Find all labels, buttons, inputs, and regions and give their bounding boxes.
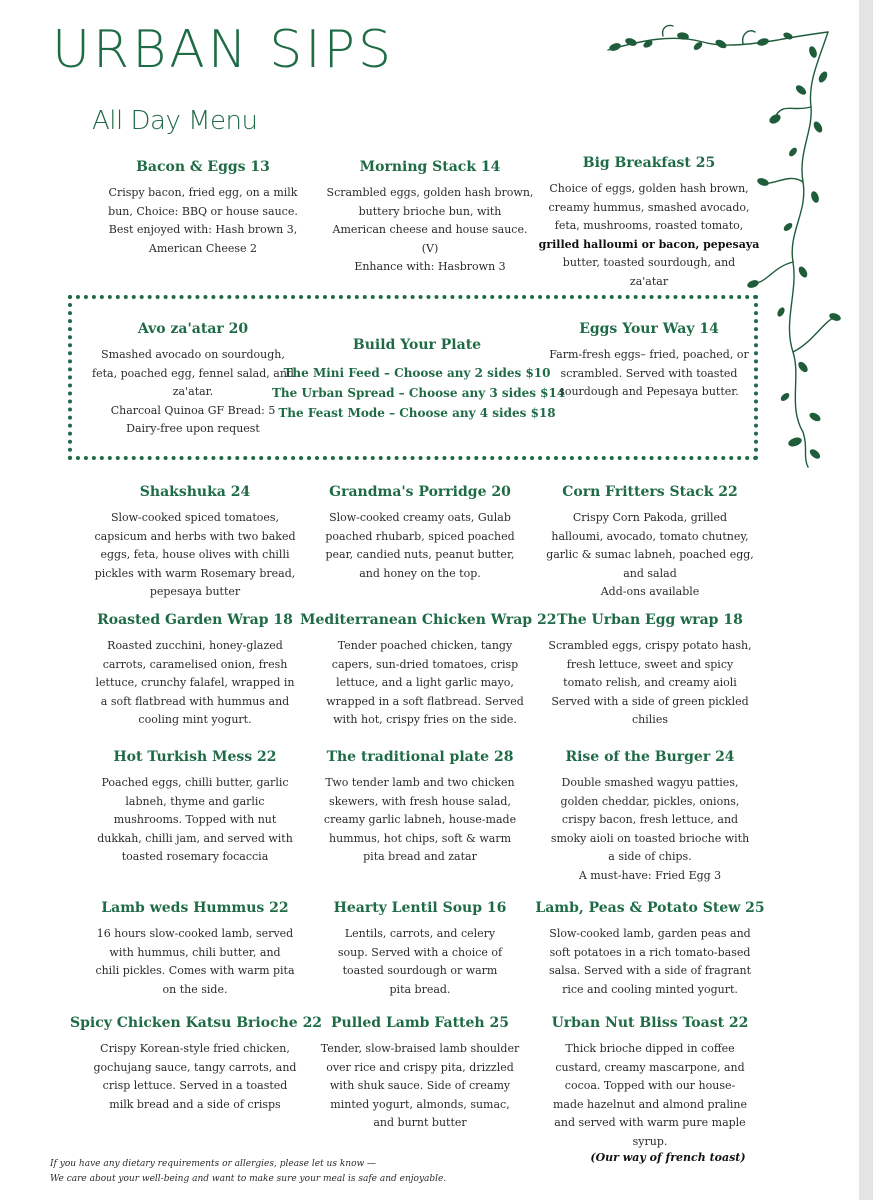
description-line: gochujang sauce, tangy carrots, and — [93, 1060, 297, 1074]
menu-item-description — [70, 925, 320, 999]
description-line: chilies — [632, 713, 668, 726]
description-line: made hazelnut and almond praline — [552, 1097, 747, 1111]
build-option: The Urban Spread – Choose any 3 sides $14 — [272, 386, 566, 400]
menu-item — [305, 158, 555, 277]
description-line: with hot, crispy fries on the side. — [333, 713, 517, 726]
menu-item — [524, 154, 774, 291]
menu-item-description — [525, 509, 775, 602]
brand-title: URBAN SIPS — [52, 20, 394, 80]
description-line: with hummus, chili butter, and — [109, 945, 281, 959]
description-line: Double smashed wagyu patties, — [561, 776, 739, 789]
menu-item-title: Pulled Lamb Fatteh 25 — [331, 1015, 509, 1031]
menu-item-description — [295, 1040, 545, 1133]
menu-item-title: Big Breakfast 25 — [582, 155, 716, 171]
description-line: za'atar — [629, 274, 669, 288]
description-line: garlic & sumac labneh, poached egg, — [546, 548, 754, 561]
description-line: Slow-cooked creamy oats, Gulab — [329, 511, 511, 524]
description-line: salsa. Served with a side of fragrant — [548, 964, 752, 977]
description-line: butter, toasted sourdough, and — [562, 256, 736, 269]
description-line: buttery brioche bun, with — [358, 204, 502, 218]
description-line: capsicum and herbs with two baked — [94, 529, 296, 543]
description-line: and salad — [623, 566, 677, 580]
description-line: Slow-cooked lamb, garden peas and — [549, 927, 751, 940]
description-line: halloumi, avocado, tomato chutney, — [551, 529, 749, 543]
menu-item-title: Shakshuka 24 — [139, 484, 251, 500]
description-line: toasted rosemary focaccia — [121, 850, 269, 863]
description-line: A must-have: Fried Egg 3 — [578, 868, 722, 882]
menu-item — [525, 611, 775, 730]
allergy-note — [50, 1157, 510, 1187]
build-title: Build Your Plate — [352, 337, 482, 353]
build-option: The Feast Mode – Choose any 4 sides $18 — [278, 406, 556, 420]
build-option: The Mini Feed – Choose any 2 sides $10 — [283, 366, 551, 380]
description-line: rice and cooling minted yogurt. — [562, 982, 738, 996]
description-line: golden cheddar, pickles, onions, — [560, 794, 740, 808]
menu-item-description — [78, 184, 328, 258]
description-line: American Cheese 2 — [148, 241, 258, 255]
menu-item-description — [525, 925, 775, 999]
description-line: on the side. — [162, 982, 228, 996]
allergy-note-line: We care about your well-being and want to make sure your meal is safe and enjoyable. — [50, 1174, 447, 1184]
menu-item-description — [68, 346, 318, 439]
menu-item-description — [70, 509, 320, 602]
menu-item — [70, 748, 320, 867]
menu-item-description — [295, 925, 545, 999]
menu-item-description — [305, 184, 555, 277]
description-line: and honey on the top. — [359, 566, 481, 580]
menu-item — [70, 1014, 323, 1114]
menu-item-description — [525, 637, 775, 730]
description-line: Scrambled eggs, golden hash brown, — [326, 186, 534, 199]
description-line: carrots, caramelised onion, fresh — [102, 657, 288, 671]
description-line: Tender poached chicken, tangy — [337, 639, 513, 652]
menu-item-title: Roasted Garden Wrap 18 — [97, 612, 293, 628]
menu-item-title: Eggs Your Way 14 — [579, 321, 719, 337]
menu-item-title: The Urban Egg wrap 18 — [557, 612, 743, 628]
menu-item-description — [70, 637, 320, 730]
description-line: Lentils, carrots, and celery — [344, 927, 496, 940]
description-line: minted yogurt, almonds, sumac, — [330, 1097, 510, 1111]
menu-item-title: Urban Nut Bliss Toast 22 — [551, 1015, 749, 1031]
description-line: bun, Choice: BBQ or house sauce. — [108, 204, 298, 218]
menu-item-title: Hearty Lentil Soup 16 — [333, 900, 507, 916]
description-line: lettuce, and a light garlic mayo, — [336, 676, 514, 689]
menu-item-title: Lamb, Peas & Potato Stew 25 — [535, 900, 765, 916]
menu-item-description — [295, 509, 545, 583]
menu-item — [68, 320, 318, 439]
description-line: American cheese and house sauce. — [332, 223, 528, 236]
menu-item-description — [524, 346, 774, 402]
description-line: creamy garlic labneh, house-made — [323, 813, 517, 826]
description-line: and served with warm pure maple — [554, 1116, 746, 1129]
description-line: Scrambled eggs, crispy potato hash, — [548, 639, 752, 652]
description-line: crisp lettuce. Served in a toasted — [102, 1079, 288, 1092]
description-line: cooling mint yogurt. — [138, 713, 252, 726]
description-line: a side of chips. — [608, 850, 692, 863]
description-line: Farm-fresh eggs– fried, poached, or — [549, 348, 749, 361]
description-line: soup. Served with a choice of — [337, 945, 503, 959]
menu-item-description — [70, 1040, 320, 1114]
description-line: Poached eggs, chilli butter, garlic — [101, 776, 289, 789]
menu-item-title: The traditional plate 28 — [326, 749, 514, 765]
description-line: over rice and crispy pita, drizzled — [326, 1060, 514, 1074]
description-line: eggs, feta, house olives with chilli — [100, 548, 290, 561]
french-toast-tagline: (Our way of french toast) — [590, 1151, 746, 1164]
description-line: milk bread and a side of crisps — [109, 1097, 281, 1111]
description-line: Add-ons available — [600, 585, 700, 598]
description-line: Crispy Korean-style fried chicken, — [100, 1042, 290, 1055]
menu-item-title: Avo za'atar 20 — [137, 321, 249, 337]
menu-item — [295, 483, 545, 583]
description-line: skewers, with fresh house salad, — [329, 794, 511, 808]
description-line: a soft flatbread with hummus and — [100, 694, 290, 708]
description-line: toasted sourdough or warm — [342, 964, 498, 977]
description-line: pear, candied nuts, peanut butter, — [325, 548, 515, 561]
description-line: feta, mushrooms, roasted tomato, — [554, 219, 744, 232]
description-line: custard, creamy mascarpone, and — [555, 1060, 745, 1074]
description-line: capers, sun-dried tomatoes, crisp — [331, 657, 519, 671]
description-line: labneh, thyme and garlic — [125, 794, 265, 808]
description-line: Best enjoyed with: Hash brown 3, — [108, 223, 298, 236]
menu-item — [70, 611, 320, 730]
menu-item — [525, 483, 775, 602]
description-line: hummus, hot chips, soft & warm — [328, 831, 512, 845]
menu-item-title: Spicy Chicken Katsu Brioche 22 — [70, 1015, 323, 1031]
menu-item-description — [525, 1040, 775, 1151]
description-line: Crispy bacon, fried egg, on a milk — [108, 186, 298, 199]
description-line: chili pickles. Comes with warm pita — [95, 964, 295, 977]
description-line: Dairy-free upon request — [126, 422, 260, 435]
description-line: fresh lettuce, sweet and spicy — [566, 657, 734, 671]
menu-item-description — [525, 774, 775, 885]
description-line: za'atar. — [172, 385, 214, 398]
description-line: Thick brioche dipped in coffee — [565, 1042, 735, 1055]
page-edge — [859, 0, 873, 1200]
description-line: poached rhubarb, spiced poached — [325, 529, 515, 543]
menu-item — [525, 748, 775, 885]
description-line: grilled halloumi or bacon, pepesaya — [538, 237, 760, 251]
description-line: pickles with warm Rosemary bread, — [94, 566, 296, 580]
description-line: Enhance with: Hasbrown 3 — [354, 260, 506, 273]
allergy-note-line: If you have any dietary requirements or allergies, please let us know — — [50, 1159, 377, 1169]
description-line: wrapped in a soft flatbread. Served — [326, 694, 524, 708]
menu-item — [295, 748, 545, 867]
description-line: Slow-cooked spiced tomatoes, — [110, 511, 280, 524]
description-line: Tender, slow-braised lamb shoulder — [320, 1042, 520, 1055]
menu-item — [524, 320, 774, 402]
description-line: lettuce, crunchy falafel, wrapped in — [95, 676, 295, 689]
description-line: Roasted zucchini, honey-glazed — [107, 639, 283, 652]
description-line: Choice of eggs, golden hash brown, — [549, 182, 749, 195]
menu-item — [78, 158, 328, 258]
description-line: pita bread and zatar — [363, 850, 477, 863]
description-line: and burnt butter — [373, 1116, 467, 1129]
description-line: Smashed avocado on sourdough, — [101, 348, 285, 361]
description-line: Charcoal Quinoa GF Bread: 5 — [110, 403, 276, 417]
description-line: dukkah, chilli jam, and served with — [97, 831, 293, 845]
menu-item-description — [295, 774, 545, 867]
description-line: Crispy Corn Pakoda, grilled — [572, 511, 728, 524]
description-line: pita bread. — [389, 982, 451, 996]
description-line: soft potatoes in a rich tomato-based — [549, 945, 751, 959]
description-line: crispy bacon, fresh lettuce, and — [561, 813, 739, 826]
description-line: pepesaya butter — [149, 585, 241, 598]
description-line: scrambled. Served with toasted — [560, 366, 738, 380]
menu-item-title: Bacon & Eggs 13 — [136, 159, 270, 175]
description-line: tomato relish, and creamy aioli — [563, 676, 737, 689]
menu-item-title: Hot Turkish Mess 22 — [113, 749, 277, 765]
description-line: with shuk sauce. Side of creamy — [329, 1079, 511, 1092]
description-line: smoky aioli on toasted brioche with — [550, 831, 750, 845]
description-line: 16 hours slow-cooked lamb, served — [96, 927, 294, 940]
menu-item-title: Lamb weds Hummus 22 — [101, 900, 289, 916]
menu-item — [525, 1014, 775, 1151]
menu-item-title: Grandma's Porridge 20 — [329, 484, 511, 500]
menu-item-title: Corn Fritters Stack 22 — [562, 484, 738, 500]
description-line: feta, poached egg, fennel salad, and — [92, 366, 294, 380]
menu-item-title: Rise of the Burger 24 — [565, 749, 735, 765]
description-line: creamy hummus, smashed avocado, — [548, 200, 750, 214]
menu-item-title: Morning Stack 14 — [359, 159, 501, 175]
description-line: (V) — [421, 241, 439, 255]
description-line: mushrooms. Topped with nut — [113, 813, 277, 826]
menu-item — [300, 611, 557, 730]
description-line: Two tender lamb and two chicken — [325, 776, 515, 789]
description-line: cocoa. Topped with our house- — [564, 1079, 736, 1092]
menu-item — [525, 899, 775, 999]
menu-item-description — [70, 774, 320, 867]
description-line: syrup. — [632, 1134, 668, 1148]
menu-item-description — [524, 180, 774, 291]
menu-subtitle: All Day Menu — [92, 106, 258, 136]
menu-item-description — [300, 637, 550, 730]
menu-item — [70, 483, 320, 602]
menu-item — [295, 1014, 545, 1133]
menu-item — [295, 899, 545, 999]
menu-item-title: Mediterranean Chicken Wrap 22 — [300, 612, 557, 628]
description-line: sourdough and Pepesaya butter. — [559, 385, 739, 398]
description-line: Served with a side of green pickled — [551, 694, 749, 708]
menu-item — [70, 899, 320, 999]
